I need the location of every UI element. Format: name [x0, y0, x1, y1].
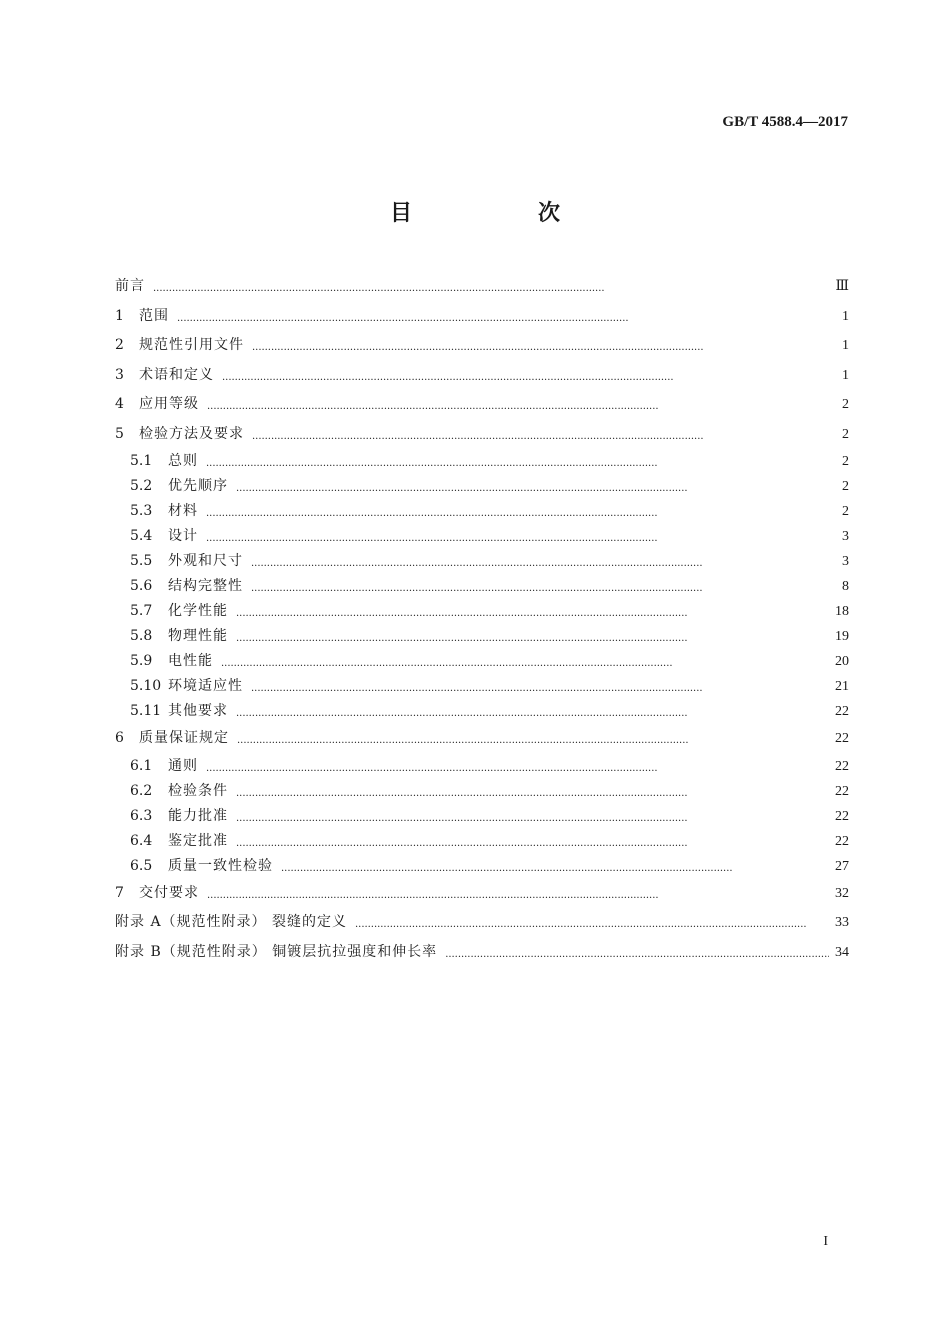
toc-leader-dots — [236, 709, 829, 723]
toc-entry-page: 21 — [835, 679, 849, 694]
toc-entry-label: 总则 — [168, 453, 198, 469]
toc-entry-label: 质量保证规定 — [139, 730, 229, 746]
toc-entry[interactable] — [115, 754, 849, 779]
toc-entry-number: 6.5 — [130, 857, 153, 874]
toc-entry-page: 19 — [835, 629, 849, 644]
toc-entry[interactable] — [115, 499, 849, 524]
toc-entry-label: 设计 — [168, 528, 198, 544]
toc-entry[interactable] — [115, 272, 849, 302]
toc-entry-page: 33 — [835, 915, 849, 930]
toc-entry-page: Ⅲ — [835, 279, 849, 294]
footer-page-number: I — [823, 1234, 828, 1249]
toc-leader-dots — [206, 459, 831, 473]
toc-leader-dots — [355, 920, 829, 934]
toc-entry[interactable] — [115, 879, 849, 909]
toc-entry[interactable] — [115, 599, 849, 624]
toc-leader-dots — [236, 609, 829, 623]
toc-entry[interactable] — [115, 390, 849, 420]
toc-entry-number: 6 — [115, 730, 124, 746]
toc-entry-number: 1 — [115, 307, 124, 324]
toc-entry-number: 5.1 — [130, 453, 153, 469]
toc-entry-number: 5.3 — [130, 503, 153, 519]
toc-leader-dots — [236, 634, 829, 648]
toc-entry-page: 2 — [842, 454, 849, 469]
toc-entry[interactable] — [115, 649, 849, 674]
toc-leader-dots — [207, 402, 831, 416]
toc-entry-label: 质量一致性检验 — [168, 857, 273, 874]
toc-entry-label: 规范性引用文件 — [139, 337, 244, 353]
toc-entry-number: 5.4 — [130, 528, 153, 544]
toc-entry-page: 3 — [842, 554, 849, 569]
toc-entry[interactable] — [115, 699, 849, 724]
toc-entry[interactable] — [115, 938, 849, 968]
toc-entry-label: 范围 — [139, 307, 169, 324]
table-of-contents — [115, 272, 849, 967]
toc-entry-page: 22 — [835, 731, 849, 746]
toc-entry-label: 附录 B（规范性附录） 铜镀层抗拉强度和伸长率 — [115, 943, 438, 960]
toc-leader-dots — [206, 764, 829, 778]
page-title: 目 次 — [389, 201, 612, 226]
toc-entry[interactable] — [115, 524, 849, 549]
toc-entry-label: 材料 — [168, 503, 198, 519]
document-code: GB/T 4588.4—2017 — [722, 114, 848, 130]
toc-leader-dots — [206, 534, 831, 548]
toc-entry-number: 6.4 — [130, 832, 153, 849]
toc-entry[interactable] — [115, 474, 849, 499]
toc-entry-number: 3 — [115, 366, 124, 383]
toc-leader-dots — [236, 814, 829, 828]
toc-leader-dots — [177, 314, 831, 328]
toc-entry-label: 应用等级 — [139, 396, 199, 412]
toc-leader-dots — [153, 284, 829, 298]
toc-entry-page: 1 — [842, 308, 849, 324]
toc-entry-number: 4 — [115, 396, 124, 412]
toc-entry-label: 优先顺序 — [168, 478, 228, 494]
toc-entry[interactable] — [115, 854, 849, 879]
toc-entry[interactable] — [115, 549, 849, 574]
toc-entry-label: 物理性能 — [168, 628, 228, 644]
toc-entry[interactable] — [115, 804, 849, 829]
toc-entry-label: 检验条件 — [168, 782, 228, 799]
toc-leader-dots — [445, 950, 829, 964]
toc-entry-number: 5.10 — [130, 678, 162, 694]
toc-entry-label: 术语和定义 — [139, 366, 214, 383]
toc-entry-page: 22 — [835, 758, 849, 774]
toc-entry[interactable] — [115, 302, 849, 332]
toc-entry[interactable] — [115, 908, 849, 938]
toc-entry-page: 32 — [835, 885, 849, 901]
toc-entry-label: 能力批准 — [168, 807, 228, 824]
toc-leader-dots — [222, 373, 831, 387]
toc-entry-number: 5.6 — [130, 578, 153, 594]
toc-leader-dots — [237, 736, 829, 750]
toc-entry-page: 3 — [842, 529, 849, 544]
toc-entry-page: 2 — [842, 426, 849, 442]
toc-entry[interactable] — [115, 624, 849, 649]
toc-entry-page: 8 — [842, 579, 849, 594]
toc-leader-dots — [251, 684, 829, 698]
toc-entry[interactable] — [115, 574, 849, 599]
toc-entry[interactable] — [115, 674, 849, 699]
toc-entry-number: 2 — [115, 337, 124, 353]
toc-entry-number: 5.2 — [130, 478, 153, 494]
toc-entry-label: 其他要求 — [168, 703, 228, 719]
toc-entry[interactable] — [115, 331, 849, 361]
toc-entry-number: 7 — [115, 884, 124, 901]
toc-entry-number: 5.9 — [130, 653, 153, 669]
toc-entry-page: 20 — [835, 654, 849, 669]
toc-leader-dots — [236, 484, 831, 498]
toc-entry-page: 27 — [835, 858, 849, 874]
toc-leader-dots — [221, 659, 829, 673]
toc-entry[interactable] — [115, 361, 849, 391]
toc-entry-label: 鉴定批准 — [168, 832, 228, 849]
toc-entry-number: 5.11 — [130, 703, 162, 719]
toc-entry-number: 5.7 — [130, 603, 153, 619]
toc-entry-label: 交付要求 — [139, 884, 199, 901]
toc-entry[interactable] — [115, 829, 849, 854]
toc-leader-dots — [281, 864, 829, 878]
toc-entry-page: 34 — [835, 944, 849, 960]
toc-entry-page: 2 — [842, 504, 849, 519]
toc-leader-dots — [251, 559, 831, 573]
toc-leader-dots — [251, 584, 831, 598]
toc-entry-page: 22 — [835, 833, 849, 849]
toc-leader-dots — [252, 343, 831, 357]
toc-entry-number: 6.1 — [130, 757, 153, 774]
toc-entry-number: 6.3 — [130, 807, 153, 824]
toc-entry[interactable] — [115, 724, 849, 754]
toc-entry-label: 通则 — [168, 757, 198, 774]
toc-leader-dots — [252, 432, 831, 446]
toc-entry-page: 22 — [835, 808, 849, 824]
toc-entry-number: 5 — [115, 425, 124, 442]
toc-entry-number: 5.8 — [130, 628, 153, 644]
toc-entry-label: 外观和尺寸 — [168, 553, 243, 569]
toc-entry-label: 结构完整性 — [168, 578, 243, 594]
toc-entry[interactable] — [115, 449, 849, 474]
toc-leader-dots — [236, 839, 829, 853]
toc-entry-page: 22 — [835, 704, 849, 719]
toc-entry-page: 2 — [842, 397, 849, 412]
toc-leader-dots — [236, 789, 829, 803]
toc-entry-page: 22 — [835, 783, 849, 799]
toc-entry-label: 前言 — [115, 278, 145, 294]
toc-entry-page: 1 — [842, 367, 849, 383]
toc-leader-dots — [207, 891, 829, 905]
toc-entry[interactable] — [115, 420, 849, 450]
toc-entry-page: 1 — [842, 338, 849, 353]
toc-entry-label: 化学性能 — [168, 603, 228, 619]
toc-entry-number: 6.2 — [130, 782, 153, 799]
toc-entry[interactable] — [115, 779, 849, 804]
toc-entry-page: 2 — [842, 479, 849, 494]
toc-entry-label: 环境适应性 — [168, 678, 243, 694]
toc-entry-number: 5.5 — [130, 553, 153, 569]
toc-entry-label: 检验方法及要求 — [139, 425, 244, 442]
toc-entry-label: 电性能 — [168, 653, 213, 669]
toc-leader-dots — [206, 509, 831, 523]
toc-entry-label: 附录 A（规范性附录） 裂缝的定义 — [115, 914, 348, 930]
toc-entry-page: 18 — [835, 604, 849, 619]
